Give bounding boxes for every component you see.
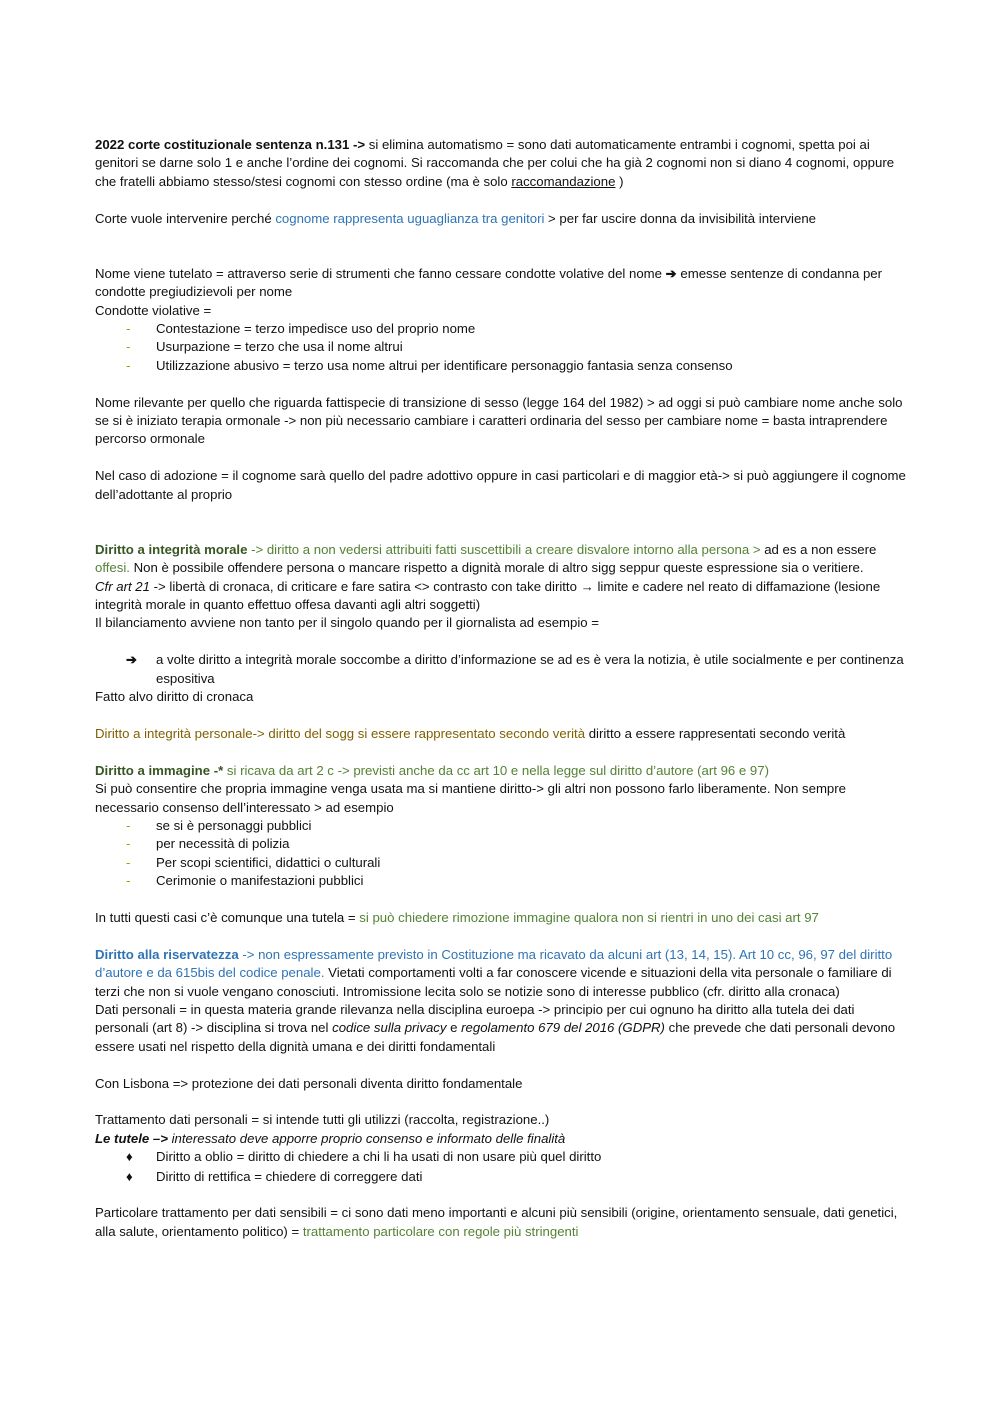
list-item: - Contestazione = terzo impedisce uso del proprio nome xyxy=(95,320,910,338)
list-item: - Usurpazione = terzo che usa il nome altrui xyxy=(95,338,910,356)
dash-bullet: - xyxy=(126,339,131,355)
paragraph-integrita-personale: Diritto a integrità personale-> diritto del sogg si essere rappresentato secondo verità diritto a essere rappresentati secondo verità xyxy=(95,725,846,741)
dash-bullet: - xyxy=(126,321,131,337)
paragraph-sentenza: 2022 corte costituzionale sentenza n.131 -> si elimina automatismo = sono dati automaticamente entrambi i cognomi, spetta poi ai genitori se darne solo 1 e anche l’ordine dei cognomi. Si raccomanda che per colui che ha già 2 cognomi non si diano 4 cognomi, oppure che fratelli abbiamo stesso/stesi cognomi con stesso ordine (ma è solo raccomandazione ) xyxy=(95,137,895,189)
diamond-bullet-icon: ♦ xyxy=(126,1149,133,1165)
paragraph-dati-personali: Dati personali = in questa materia grande rilevanza nella disciplina euroepa -> principio per cui ognuno ha diritto alla tutela dei dati personali (art 8) -> disciplina si trova nel codice sulla privacy e regolamento 679 del 2016 (GDPR) che prevede che dati personali devono essere usati nel rispetto della dignità umana e dei diritti fondamentali xyxy=(95,1001,896,1054)
heading-immagine: Diritto a immagine -* xyxy=(95,762,224,778)
list-item: - Per scopi scientifici, didattici o culturali xyxy=(95,854,910,872)
list-item: ➔ a volte diritto a integrità morale soccombe a diritto d’informazione se ad es è vera la notizia, è utile socialmente e per continenza espositiva xyxy=(126,652,904,686)
paragraph-nome-tutelato: Nome viene tutelato = attraverso serie di strumenti che fanno cessare condotte volative del nome ➔ emesse sentenze di condanna per condotte pregiudizievoli per nome xyxy=(95,265,883,300)
diamond-bullet-icon: ♦ xyxy=(126,1168,133,1184)
paragraph-cfr-art21: Cfr art 21 -> libertà di cronaca, di criticare e fare satira <> contrasto con take diritto → limite e cadere nel reato di diffamazione (lesione integrità morale in quanto effettuo offesa davanti agli altri soggetti) xyxy=(95,578,881,613)
paragraph-adozione: Nel caso di adozione = il cognome sarà quello del padre adottivo oppure in casi particolari e di maggior età-> si può aggiungere il cognome dell’adottante al proprio xyxy=(95,468,906,502)
right-arrow-icon: ➔ xyxy=(126,652,138,668)
paragraph-transizione: Nome rilevante per quello che riguarda fattispecie di transizione di sesso (legge 164 del 1982) > ad oggi si può cambiare nome anche solo se si è iniziato terapia ormonale -> non più necessario cambiare i caratteri ordinaria del sesso per cambiare nome = basta intraprendere percorso ormonale xyxy=(95,394,903,447)
list-item: ♦ Diritto di rettifica = chiedere di correggere dati xyxy=(95,1168,910,1186)
paragraph-corte: Corte vuole intervenire perché cognome rappresenta uguaglianza tra genitori > per far uscire donna da invisibilità interviene xyxy=(95,210,816,226)
paragraph-immagine: Diritto a immagine -* si ricava da art 2 c -> previsti anche da cc art 10 e nella legge sul diritto d’autore (art 96 e 97) xyxy=(95,762,769,778)
right-arrow-icon: ➔ xyxy=(665,265,677,281)
dash-bullet: - xyxy=(126,817,131,833)
heading-integrita-personale: Diritto a integrità personale-> diritto del sogg si essere rappresentato secondo verità xyxy=(95,725,586,741)
list-item: - Cerimonie o manifestazioni pubblici xyxy=(95,872,910,890)
paragraph-lisbona: Con Lisbona => protezione dei dati personali diventa diritto fondamentale xyxy=(95,1075,523,1091)
heading-riservatezza: Diritto alla riservatezza xyxy=(95,946,239,962)
list-item: - per necessità di polizia xyxy=(95,835,910,853)
paragraph-bilanciamento: Il bilanciamento avviene non tanto per il singolo quando per il giornalista ad esempio = xyxy=(95,615,600,631)
document-page xyxy=(95,136,910,1241)
paragraph-tutele: Le tutele –> interessato deve apporre proprio consenso e informato delle finalità xyxy=(95,1130,566,1146)
dash-bullet: - xyxy=(126,873,131,889)
paragraph-integrita-morale: Diritto a integrità morale -> diritto a non vedersi attribuiti fatti suscettibili a creare disvalore intorno alla persona > ad es a non essere offesi. Non è possibile offendere persona o mancare rispetto a dignità morale di altro sigg seppur queste espressione sia o veritiere. xyxy=(95,541,877,576)
paragraph-tutela-immagine: In tutti questi casi c’è comunque una tutela = si può chiedere rimozione immagine qualora non si rientri in uno dei casi art 97 xyxy=(95,909,819,925)
list-item: - Utilizzazione abusivo = terzo usa nome altrui per identificare personaggio fantasia senza consenso xyxy=(95,357,910,375)
list-item: ♦ Diritto a oblio = diritto di chiedere a chi li ha usati di non usare più quel diritto xyxy=(95,1148,910,1166)
condotte-label: Condotte violative = xyxy=(95,302,212,318)
paragraph-dati-sensibili: Particolare trattamento per dati sensibili = ci sono dati meno importanti e alcuni più sensibili (origine, orientamento sensuale, dati genetici, alla salute, orientamento politico) = trattamento particolare con regole più stringenti xyxy=(95,1205,898,1239)
heading-integrita-morale: Diritto a integrità morale xyxy=(95,541,248,557)
paragraph-cronaca: Fatto alvo diritto di cronaca xyxy=(95,689,254,705)
list-item: - se si è personaggi pubblici xyxy=(95,817,910,835)
paragraph-consenso: Si può consentire che propria immagine venga usata ma si mantiene diritto-> gli altri non possono farlo liberamente. Non sempre necessario consenso dell’interessato > ad esempio xyxy=(95,781,846,815)
underlined-word: raccomandazione xyxy=(511,173,616,189)
dash-bullet: - xyxy=(126,836,131,852)
heading-sentenza: 2022 corte costituzionale sentenza n.131 -> xyxy=(95,137,366,152)
paragraph-riservatezza: Diritto alla riservatezza -> non espressamente previsto in Costituzione ma ricavato da alcuni art (13, 14, 15). Art 10 cc, 96, 97 del diritto d’autore e da 615bis del codice penale. Vietati comportamenti volti a far conoscere vicende e situazioni della vita personale o familiare di terzi che non si vuole vengano conosciuti. Intromissione lecita solo se notizie sono di interesse pubblico (cfr. diritto alla cronaca) xyxy=(95,946,893,999)
dash-bullet: - xyxy=(126,854,131,870)
highlight-cognome: cognome rappresenta uguaglianza tra genitori xyxy=(275,210,545,226)
right-arrow-icon: → xyxy=(580,578,594,594)
paragraph-trattamento: Trattamento dati personali = si intende tutti gli utilizzi (raccolta, registrazione..) xyxy=(95,1112,550,1128)
dash-bullet: - xyxy=(126,357,131,373)
